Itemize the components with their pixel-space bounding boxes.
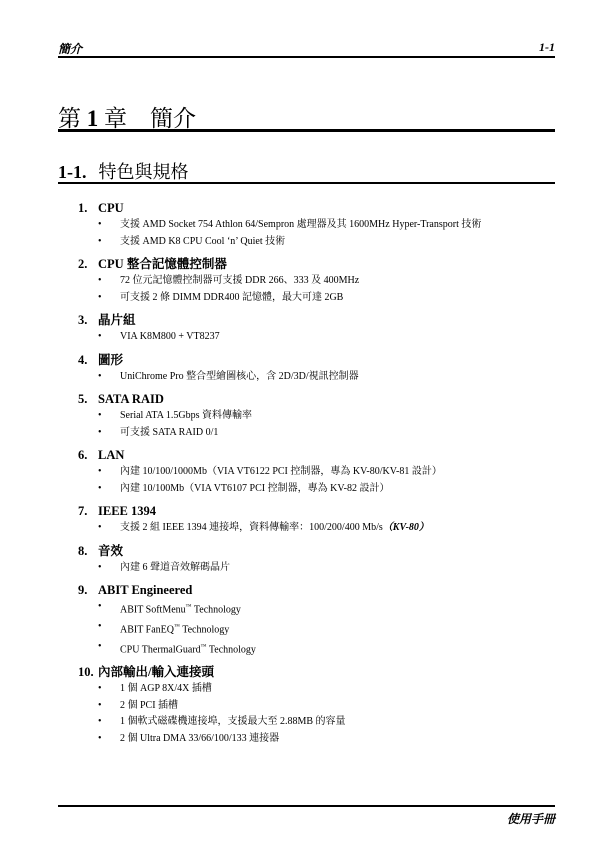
list-item <box>78 503 558 537</box>
bullet-item: • 支援 AMD Socket 754 Athlon 64/Sempron 處理器及其 1600MHz Hyper-Transport 技術 <box>78 217 558 234</box>
item-number: 5. <box>78 392 88 406</box>
bullet-item: • 可支援 SATA RAID 0/1 <box>78 425 558 442</box>
chapter-title: 簡介 <box>150 106 196 131</box>
running-header-title: 簡介 <box>58 42 83 56</box>
item-title: CPU 整合記憶體控制器 <box>98 257 227 271</box>
item-number: 7. <box>78 504 88 518</box>
item-title: 音效 <box>98 543 124 558</box>
item-number: 3. <box>78 313 88 327</box>
item-number: 1. <box>78 201 88 215</box>
item-number: 6. <box>78 448 88 462</box>
item-number: 9. <box>78 583 88 597</box>
item-title: 圖形 <box>98 352 124 367</box>
bullet-item <box>78 520 558 537</box>
trademark-sup: ™ <box>173 623 180 630</box>
bullet-item <box>78 619 558 639</box>
bullet-suffix: Technology <box>179 624 230 636</box>
section-number: 1-1. <box>58 162 87 182</box>
chapter-rule <box>58 129 555 132</box>
trademark-sup: ™ <box>200 643 207 650</box>
list-item <box>78 256 558 306</box>
item-title: 內部輸出/輸入連接頭 <box>98 665 214 680</box>
bullet-item: • Serial ATA 1.5Gbps 資料傳輸率 <box>78 408 558 425</box>
bullet-item: • 1 個軟式磁碟機連接埠，支援最大至 2.88MB 的容量 <box>78 714 558 731</box>
trademark-sup: ™ <box>185 604 192 610</box>
list-item <box>78 582 558 658</box>
bullet-item: • 內建 10/100Mb（VIA VT6107 PCI 控制器，專為 KV-82 設計） <box>78 481 558 498</box>
item-title: IEEE 1394 <box>98 504 157 518</box>
bullet-suffix: Technology <box>206 643 256 655</box>
section-title: 特色與規格 <box>98 162 189 182</box>
item-number: 4. <box>78 352 88 367</box>
item-number: 10. <box>78 665 94 680</box>
bullet-item: • 2 個 Ultra DMA 33/66/100/133 連接器 <box>78 731 558 748</box>
chapter-suffix: 章 <box>104 106 127 131</box>
item-title: LAN <box>98 448 125 462</box>
section-heading <box>58 158 189 184</box>
bullet-item: • 內建 10/100/1000Mb（VIA VT6122 PCI 控制器，專為 KV-80/KV-81 設計） <box>78 464 558 481</box>
item-number: 8. <box>78 543 88 558</box>
list-item <box>78 352 558 386</box>
bullet-item: • VIA K8M800 + VT8237 <box>78 329 558 346</box>
bullet-text: 支援 2 組 IEEE 1394 連接埠，資料傳輸率：100/200/400 Mb/s <box>120 522 383 533</box>
list-item <box>78 447 558 497</box>
bullet-text: CPU ThermalGuard <box>120 643 201 655</box>
bullet-item <box>78 599 558 619</box>
bullet-item: • 可支援 2 條 DIMM DDR400 記憶體，最大可達 2GB <box>78 290 558 307</box>
item-title: SATA RAID <box>98 392 164 406</box>
item-title: 晶片組 <box>98 313 136 327</box>
bullet-suffix: Technology <box>191 604 241 616</box>
list-item <box>78 543 558 577</box>
bullet-item: • UniChrome Pro 整合型繪圖核心，含 2D/3D/視訊控制器 <box>78 369 558 386</box>
section-rule <box>58 182 555 184</box>
bullet-item <box>78 639 558 659</box>
bullet-item: • 72 位元記憶體控制器可支援 DDR 266、333 及 400MHz <box>78 273 558 290</box>
feature-list <box>78 200 558 753</box>
list-item <box>78 312 558 346</box>
bullet-item: • 支援 AMD K8 CPU Cool ‘n’ Quiet 技術 <box>78 234 558 251</box>
list-item <box>78 664 558 747</box>
running-header-page: 1-1 <box>539 40 555 54</box>
chapter-prefix: 第 <box>58 106 81 131</box>
list-item <box>78 200 558 250</box>
bullet-item: • 內建 6 聲道音效解碼晶片 <box>78 560 558 577</box>
chapter-number: 1 <box>86 106 99 131</box>
model-note: （KV-80） <box>382 522 429 533</box>
item-title: ABIT Engineered <box>98 583 193 597</box>
bullet-text: ABIT FanEQ <box>120 624 174 636</box>
bullet-text: ABIT SoftMenu <box>120 604 186 616</box>
bullet-item: • 1 個 AGP 8X/4X 插槽 <box>78 681 558 698</box>
header-rule <box>58 56 555 58</box>
running-footer: 使用手冊 <box>506 812 555 826</box>
bullet-item: • 2 個 PCI 插槽 <box>78 698 558 715</box>
item-number: 2. <box>78 257 88 271</box>
footer-rule <box>58 805 555 807</box>
list-item <box>78 391 558 441</box>
item-title: CPU <box>98 201 124 215</box>
